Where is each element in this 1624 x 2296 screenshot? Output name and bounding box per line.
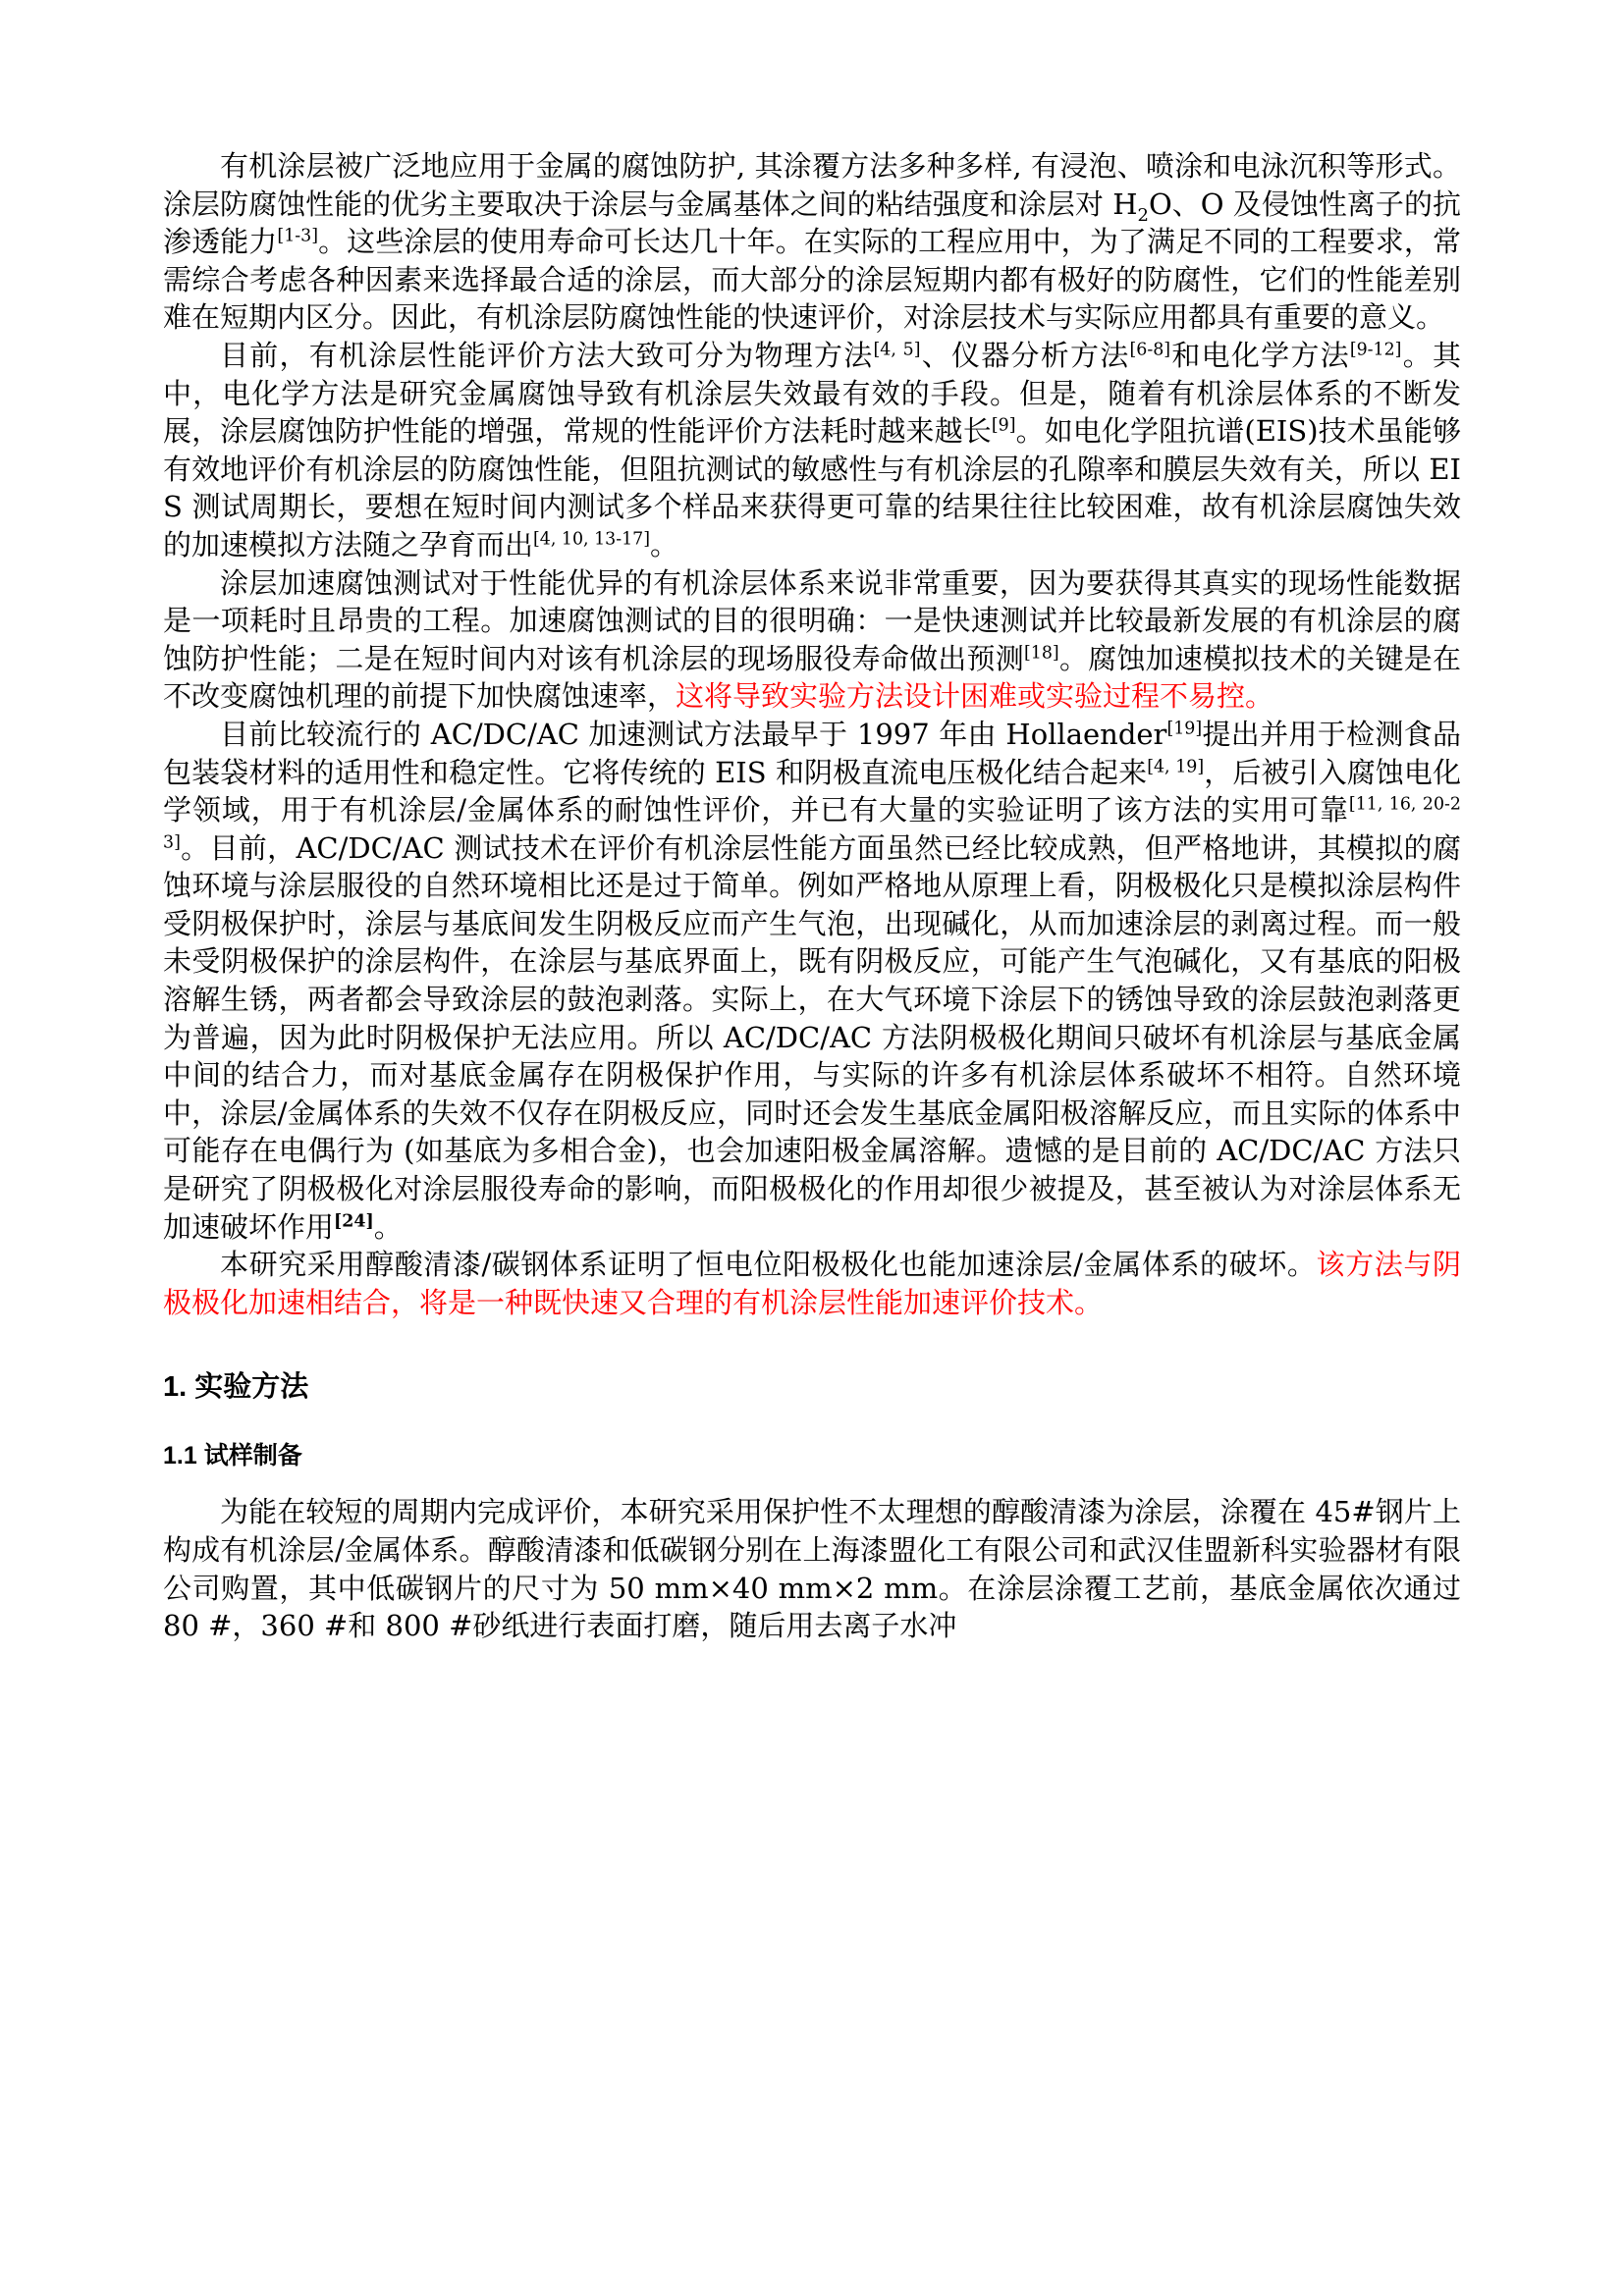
text-run: 。腐蚀加速模拟技术的关键是在不改变腐蚀机理的前提下加快腐蚀速率， [163, 641, 1461, 714]
text-run: O、O 及侵蚀性离子的抗渗透能力 [163, 187, 1461, 259]
paragraph-intro-1 [163, 147, 1461, 337]
paragraph-intro-3 [163, 564, 1461, 716]
paragraph-intro-4 [163, 716, 1461, 1246]
citation-superscript: [6-8] [1129, 340, 1171, 360]
text-run: 。 [650, 527, 679, 561]
text-run: 。这些涂层的使用寿命可长达几十年。在实际的工程应用中，为了满足不同的工程要求，常需综合考虑各种因素来选择最合适的涂层，而大部分的涂层短期内都有极好的防腐性，它们的性能差别难在短期内区分。因此，有机涂层防腐蚀性能的快速评价，对涂层技术与实际应用都具有重要的意义。 [163, 225, 1461, 335]
text-run: 。 [373, 1209, 403, 1244]
citation-superscript: [11, 16, 20-23] [163, 794, 1461, 853]
text-run: 和电化学方法 [1170, 338, 1350, 372]
text-run: 。目前，AC/DC/AC 测试技术在评价有机涂层性能方面虽然已经比较成熟，但严格地讲，其模拟的腐蚀环境与涂层服役的自然环境相比还是过于简单。例如严格地从原理上看，阴极极化只是模拟涂层构件受阴极保护时，涂层与基底间发生阴极反应而产生气泡，出现碱化，从而加速涂层的剥离过程。而一般未受阴极保护的涂层构件，在涂层与基底界面上，既有阴极反应，可能产生气泡碱化，又有基底的阳极溶解生锈，两者都会导致涂层的鼓泡剥落。实际上，在大气环境下涂层下的锈蚀导致的涂层鼓泡剥落更为普遍，因为此时阴极保护无法应用。所以 AC/DC/AC 方法阴极极化期间只破坏有机涂层与基底金属中间的结合力，而对基底金属存在阴极保护作用，与实际的许多有机涂层体系破坏不相符。自然环境中，涂层/金属体系的失效不仅存在阴极反应，同时还会发生基底金属阳极溶解反应，而且实际的体系中可能存在电偶行为 (如基底为多相合金)，也会加速阳极金属溶解。遗憾的是目前的 AC/DC/AC 方法只是研究了阴极极化对涂层服役寿命的影响，而阳极极化的作用却很少被提及，甚至被认为对涂层体系无加速破坏作用 [163, 830, 1461, 1244]
citation-superscript: [19] [1166, 719, 1203, 739]
section-heading-1-1: 1.1 试样制备 [163, 1442, 302, 1470]
citation-superscript: [18] [1024, 643, 1059, 664]
citation-superscript: [4, 5] [873, 340, 921, 360]
paragraph-method-1 [163, 1493, 1461, 1644]
chemical-subscript: 2 [1137, 204, 1149, 226]
citation-superscript: [4, 19] [1147, 756, 1205, 776]
highlighted-red-text: 这将导致实验方法设计困难或实验过程不易控。 [676, 679, 1274, 714]
text-run: ，后被引入腐蚀电化学领域，用于有机涂层/金属体系的耐蚀性评价，并已有大量的实验证明了该方法的实用可靠 [163, 755, 1461, 828]
text-run: 。其中，电化学方法是研究金属腐蚀导致有机涂层失效最有效的手段。但是，随着有机涂层体系的不断发展，涂层腐蚀防护性能的增强，常规的性能评价方法耗时越来越长 [163, 338, 1461, 449]
citation-superscript: [4, 10, 13-17] [533, 529, 651, 550]
text-run: 涂层加速腐蚀测试对于性能优异的有机涂层体系来说非常重要，因为要获得其真实的现场性能数据是一项耗时且昂贵的工程。加速腐蚀测试的目的很明确：一是快速测试并比较最新发展的有机涂层的腐蚀防护性能；二是在短时间内对该有机涂层的现场服役寿命做出预测 [163, 565, 1461, 675]
paragraph-intro-2 [163, 337, 1461, 564]
text-run: 目前，有机涂层性能评价方法大致可分为物理方法 [220, 338, 874, 372]
highlighted-red-text: 该方法与阴极极化加速相结合，将是一种既快速又合理的有机涂层性能加速评价技术。 [163, 1248, 1461, 1319]
document-content [163, 147, 1461, 1645]
citation-superscript: [9] [991, 415, 1016, 436]
text-run: 。如电化学阻抗谱(EIS)技术虽能够有效地评价有机涂层的防腐蚀性能，但阻抗测试的敏感性与有机涂层的孔隙率和膜层失效有关，所以 EIS 测试周期长，要想在短时间内测试多个样品来获得更可靠的结果往往比较困难，故有机涂层腐蚀失效的加速模拟方法随之孕育而出 [163, 414, 1461, 561]
text-run: 提出并用于检测食品包装袋材料的适用性和稳定性。它将传统的 EIS 和阴极直流电压极化结合起来 [163, 717, 1461, 789]
text-run: 、仪器分析方法 [920, 338, 1130, 372]
citation-superscript-bold: [24] [334, 1210, 374, 1231]
text-run: 本研究采用醇酸清漆/碳钢体系证明了恒电位阳极极化也能加速涂层/金属体系的破坏。 [220, 1248, 1317, 1282]
text-run: 目前比较流行的 AC/DC/AC 加速测试方法最早于 1997 年由 Hollaender [220, 717, 1167, 751]
citation-superscript: [1-3] [277, 226, 318, 246]
paragraph-intro-5 [163, 1246, 1461, 1321]
text-run: 为能在较短的周期内完成评价，本研究采用保护性不太理想的醇酸清漆为涂层，涂覆在 45#钢片上构成有机涂层/金属体系。醇酸清漆和低碳钢分别在上海漆盟化工有限公司和武汉佳盟新科实验器材有限公司购置，其中低碳钢片的尺寸为 50 mm×40 mm×2 mm。在涂层涂覆工艺前，基底金属依次通过 80 #，360 #和 800 #砂纸进行表面打磨，随后用去离子水冲 [163, 1495, 1461, 1643]
text-run: 有机涂层被广泛地应用于金属的腐蚀防护, 其涂覆方法多种多样, 有浸泡、喷涂和电泳沉积等形式。涂层防腐蚀性能的优劣主要取决于涂层与金属基体之间的粘结强度和涂层对 H [163, 149, 1461, 221]
section-heading-1: 1. 实验方法 [163, 1371, 309, 1404]
citation-superscript: [9-12] [1349, 340, 1402, 360]
